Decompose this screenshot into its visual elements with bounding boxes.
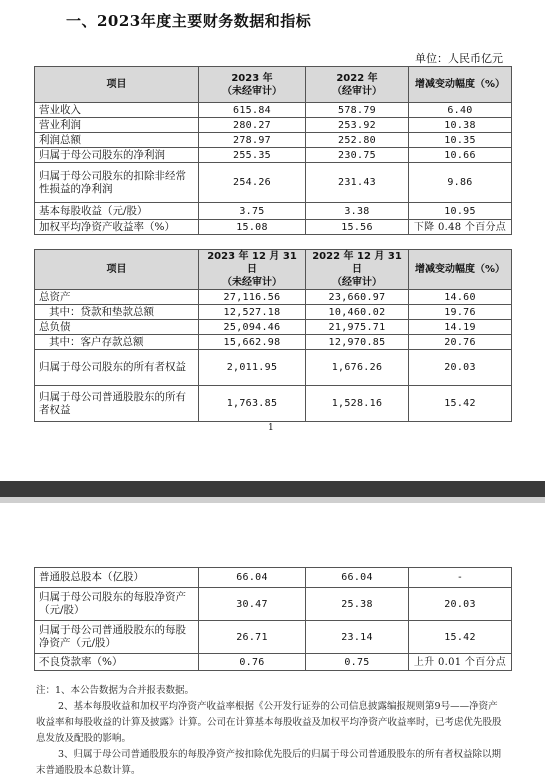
value-change: 10.95	[409, 203, 512, 220]
value-2022: 252.80	[306, 133, 409, 148]
value-2022: 231.43	[306, 163, 409, 203]
value-2023: 2,011.95	[199, 350, 306, 386]
value-2022: 1,676.26	[306, 350, 409, 386]
value-change: 14.60	[409, 290, 512, 305]
table-row	[35, 588, 512, 621]
value-change: 下降 0.48 个百分点	[409, 220, 512, 235]
value-change: -	[409, 568, 512, 588]
header-2022-line2: （经审计）	[332, 85, 382, 97]
value-2023: 30.47	[199, 588, 306, 621]
value-2023: 255.35	[199, 148, 306, 163]
value-change: 20.76	[409, 335, 512, 350]
value-2022: 230.75	[306, 148, 409, 163]
row-label: 总负债	[35, 320, 199, 335]
row-label: 利润总额	[35, 133, 199, 148]
footnote-1: 注：1、本公告数据为合并报表数据。	[36, 685, 195, 696]
value-2023: 254.26	[199, 163, 306, 203]
table-row	[35, 103, 512, 118]
row-label: 营业利润	[35, 118, 199, 133]
value-2023: 615.84	[199, 103, 306, 118]
row-label: 归属于母公司股东的净利润	[35, 148, 199, 163]
row-label: 归属于母公司普通股股东的所有者权益	[35, 386, 199, 422]
row-label: 归属于母公司股东的扣除非经常性损益的净利润	[35, 163, 199, 203]
value-2023: 25,094.46	[199, 320, 306, 335]
table-row	[35, 335, 512, 350]
header-2023-12-31	[199, 250, 306, 290]
table-row	[35, 290, 512, 305]
table-row	[35, 148, 512, 163]
header-2022-line1: 2022 年 12 月 31 日	[312, 251, 402, 275]
row-label: 其中：贷款和垫款总额	[35, 305, 199, 320]
page-number: 1	[268, 423, 274, 433]
value-2022: 253.92	[306, 118, 409, 133]
row-label: 归属于母公司股东的所有者权益	[35, 350, 199, 386]
row-label: 普通股总股本（亿股）	[35, 568, 199, 588]
value-2022: 1,528.16	[306, 386, 409, 422]
value-2022: 25.38	[306, 588, 409, 621]
value-2023: 278.97	[199, 133, 306, 148]
header-2023-line1: 2023 年	[231, 72, 273, 84]
value-2022: 10,460.02	[306, 305, 409, 320]
unit-label: 单位：人民币亿元	[415, 52, 503, 65]
value-change: 上升 0.01 个百分点	[409, 654, 512, 671]
header-item: 项目	[35, 250, 199, 290]
value-2022: 12,970.85	[306, 335, 409, 350]
value-2023: 27,116.56	[199, 290, 306, 305]
footnote-3: 3、归属于母公司普通股股东的每股净资产按扣除优先股后的归属于母公司普通股股东的所有者权益除以期末普通股股本总数计算。	[36, 749, 502, 776]
header-item: 项目	[35, 67, 199, 103]
header-2023	[199, 67, 306, 103]
row-label: 不良贷款率（%）	[35, 654, 199, 671]
value-2022: 23,660.97	[306, 290, 409, 305]
table-header-row	[35, 67, 512, 103]
value-change: 15.42	[409, 621, 512, 654]
row-label: 总资产	[35, 290, 199, 305]
value-change: 10.38	[409, 118, 512, 133]
table-row	[35, 350, 512, 386]
page-separator-shadow	[0, 497, 545, 503]
row-label: 归属于母公司普通股股东的每股净资产（元/股）	[35, 621, 199, 654]
table-row	[35, 305, 512, 320]
value-change: 10.35	[409, 133, 512, 148]
value-2022: 578.79	[306, 103, 409, 118]
footnotes	[36, 683, 506, 779]
value-2023: 15.08	[199, 220, 306, 235]
value-2022: 23.14	[306, 621, 409, 654]
header-2023-line1: 2023 年 12 月 31 日	[207, 251, 297, 275]
value-change: 9.86	[409, 163, 512, 203]
header-2022-line2: （经审计）	[332, 277, 382, 288]
per-share-table	[34, 567, 512, 671]
header-2022	[306, 67, 409, 103]
header-2022-line1: 2022 年	[336, 72, 378, 84]
value-2023: 1,763.85	[199, 386, 306, 422]
row-label: 归属于母公司股东的每股净资产（元/股）	[35, 588, 199, 621]
value-2023: 3.75	[199, 203, 306, 220]
income-table	[34, 66, 512, 235]
table-row	[35, 163, 512, 203]
value-change: 20.03	[409, 588, 512, 621]
row-label: 营业收入	[35, 103, 199, 118]
value-2022: 66.04	[306, 568, 409, 588]
balance-table	[34, 249, 512, 422]
value-2023: 26.71	[199, 621, 306, 654]
value-2022: 0.75	[306, 654, 409, 671]
header-2023-line2: （未经审计）	[222, 85, 282, 97]
value-2023: 0.76	[199, 654, 306, 671]
value-2022: 21,975.71	[306, 320, 409, 335]
table-row	[35, 203, 512, 220]
value-2023: 15,662.98	[199, 335, 306, 350]
table-header-row	[35, 250, 512, 290]
header-change: 增减变动幅度（%）	[409, 250, 512, 290]
table-row	[35, 133, 512, 148]
value-change: 15.42	[409, 386, 512, 422]
table-row	[35, 654, 512, 671]
value-2023: 66.04	[199, 568, 306, 588]
row-label: 基本每股收益（元/股）	[35, 203, 199, 220]
value-2022: 15.56	[306, 220, 409, 235]
table-row	[35, 118, 512, 133]
table-row	[35, 621, 512, 654]
footnote-2: 2、基本每股收益和加权平均净资产收益率根据《公开发行证券的公司信息披露编报规则第9号——净资产收益率和每股收益的计算及披露》计算。公司在计算基本每股收益及加权平均净资产收益率时，已考虑优先股股息发放及配股的影响。	[36, 701, 502, 744]
value-2023: 280.27	[199, 118, 306, 133]
value-change: 19.76	[409, 305, 512, 320]
header-2022-12-31	[306, 250, 409, 290]
section-title: 一、2023年度主要财务数据和指标	[66, 12, 312, 30]
value-change: 10.66	[409, 148, 512, 163]
table-row	[35, 220, 512, 235]
header-change: 增减变动幅度（%）	[409, 67, 512, 103]
value-change: 6.40	[409, 103, 512, 118]
value-change: 14.19	[409, 320, 512, 335]
page-separator	[0, 481, 545, 497]
table-row	[35, 386, 512, 422]
table-row	[35, 320, 512, 335]
value-2023: 12,527.18	[199, 305, 306, 320]
table-row	[35, 568, 512, 588]
value-2022: 3.38	[306, 203, 409, 220]
header-2023-line2: （未经审计）	[222, 277, 282, 288]
value-change: 20.03	[409, 350, 512, 386]
row-label: 加权平均净资产收益率（%）	[35, 220, 199, 235]
row-label: 其中：客户存款总额	[35, 335, 199, 350]
